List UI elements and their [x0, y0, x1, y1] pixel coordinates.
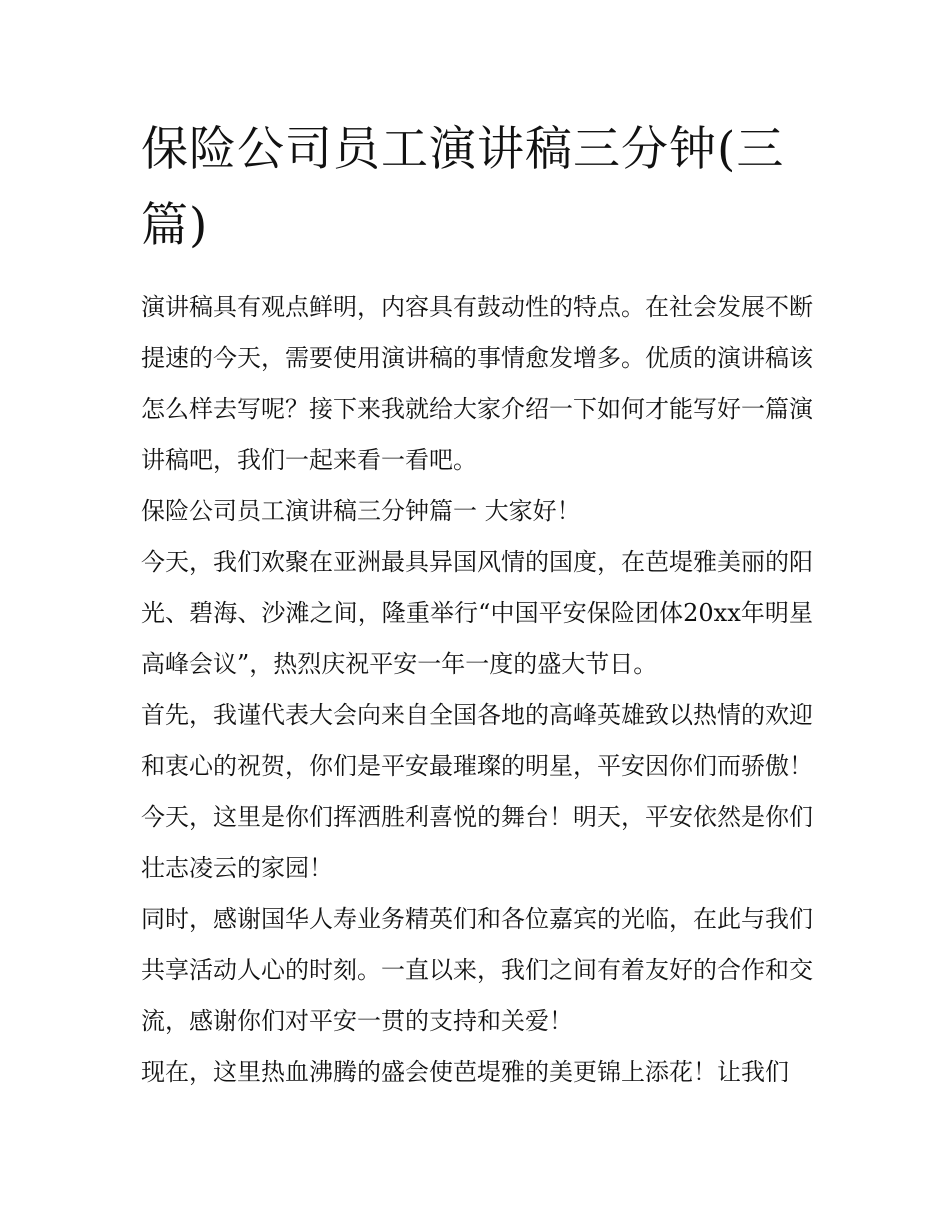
- document-title: 保险公司员工演讲稿三分钟(三篇): [141, 122, 785, 253]
- document-body: [141, 282, 813, 1098]
- section-heading-paragraph: 保险公司员工演讲稿三分钟篇一 大家好！: [141, 497, 581, 525]
- document-page: [141, 112, 813, 1098]
- body-paragraph: 首先，我谨代表大会向来自全国各地的高峰英雄致以热情的欢迎和衷心的祝贺，你们是平安最璀璨的明星，平安因你们而骄傲！今天，这里是你们挥洒胜利喜悦的舞台！明天，平安依然是你们壮志凌云的家园！: [141, 701, 813, 882]
- body-paragraph: 同时，感谢国华人寿业务精英们和各位嘉宾的光临，在此与我们共享活动人心的时刻。一直以来，我们之间有着友好的合作和交流，感谢你们对平安一贯的支持和关爱！: [141, 905, 813, 1035]
- intro-paragraph: 演讲稿具有观点鲜明，内容具有鼓动性的特点。在社会发展不断提速的今天，需要使用演讲稿的事情愈发增多。优质的演讲稿该怎么样去写呢？接下来我就给大家介绍一下如何才能写好一篇演讲稿吧，我们一起来看一看吧。: [141, 293, 813, 474]
- body-paragraph: 现在，这里热血沸腾的盛会使芭堤雅的美更锦上添花！让我们: [141, 1058, 789, 1086]
- body-paragraph: 今天，我们欢聚在亚洲最具异国风情的国度，在芭堤雅美丽的阳光、碧海、沙滩之间，隆重举行“中国平安保险团体20xx年明星高峰会议”，热烈庆祝平安一年一度的盛大节日。: [141, 548, 813, 678]
